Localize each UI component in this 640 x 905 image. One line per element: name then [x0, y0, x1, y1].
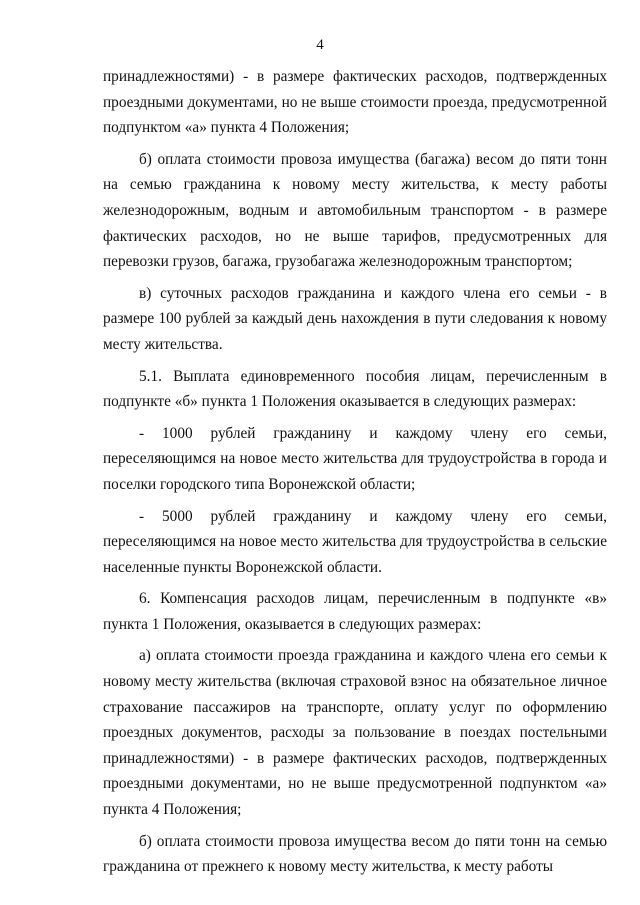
paragraph-5-1: 5.1. Выплата единовременного пособия лицам, перечисленным в подпункте «б» пункта 1 Положения оказывается в следующих размерах:	[103, 367, 607, 411]
paragraph-b-property: б) оплата стоимости провоза имущества весом до пяти тонн на семью гражданина от прежнего к новому месту жительства, к месту работы	[103, 832, 607, 876]
paragraph-continuation: принадлежностями) - в размере фактических расходов, подтвержденных проездными документами, но не выше стоимости проезда, предусмотренной подпунктом «а» пункта 4 Положения;	[103, 68, 607, 137]
paragraph-v-daily-expenses: в) суточных расходов гражданина и каждого члена его семьи - в размере 100 рублей за каждый день нахождения в пути следования к новому месту жительства.	[103, 284, 607, 353]
paragraph-5000-rubles: - 5000 рублей гражданину и каждому члену его семьи, переселяющимся на новое место жительства для трудоустройства в сельские населенные пункты Воронежской области.	[103, 507, 607, 576]
paragraph-b-baggage: б) оплата стоимости провоза имущества (багажа) весом до пяти тонн на семью гражданина к новому месту жительства, к месту работы железнодорожным, водным и автомобильным транспортом - в размере фактических расходов, но не выше тарифов, предусмотренных для перевозки грузов, багажа, грузобагажа железнодорожным транспортом;	[103, 150, 607, 271]
paragraph-6: 6. Компенсация расходов лицам, перечисленным в подпункте «в» пункта 1 Положения, оказывается в следующих размерах:	[103, 590, 607, 633]
paragraph-1000-rubles: - 1000 рублей гражданину и каждому члену его семьи, переселяющимся на новое место жительства для трудоустройства в города и поселки городского типа Воронежской области;	[103, 424, 607, 493]
page-number: 4	[316, 37, 324, 53]
paragraph-a-travel: а) оплата стоимости проезда гражданина и каждого члена его семьи к новому месту жительства (включая страховой взнос на обязательное личное страхование пассажиров на транспорте, оплату услуг по оформлению проездных документов, расходы за пользование в поездах постельными принадлежностями) - в размере фактических расходов, подтвержденных проездными документами, но не выше предусмотренной подпунктом «а» пункта 4 Положения;	[103, 647, 607, 819]
document-body	[103, 64, 607, 886]
